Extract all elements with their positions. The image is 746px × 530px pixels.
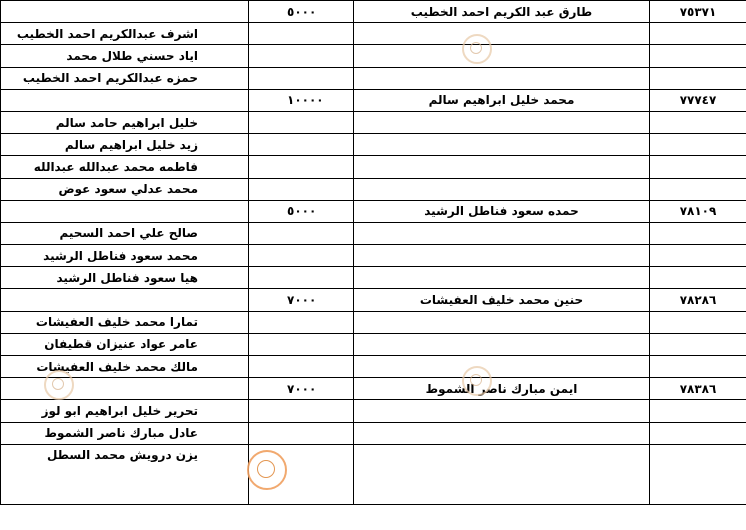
record-number-cell: [650, 311, 746, 333]
table-row: [1, 356, 746, 378]
record-number-cell: ٧٨١٠٩: [650, 200, 746, 222]
amount-cell: ٥٠٠٠: [249, 1, 354, 23]
beneficiary-name-cell: [354, 267, 650, 289]
table-row: [1, 89, 746, 111]
record-number-cell: [650, 444, 746, 504]
table-row: [1, 289, 746, 311]
table-row: [1, 267, 746, 289]
relative-name-cell: مالك محمد خليف العفيشات: [1, 356, 249, 378]
table-row: [1, 400, 746, 422]
beneficiary-name-cell: [354, 67, 650, 89]
relative-name-cell: تمارا محمد خليف العفيشات: [1, 311, 249, 333]
table-row: [1, 23, 746, 45]
beneficiary-name-cell: [354, 444, 650, 504]
table-row: [1, 311, 746, 333]
beneficiary-name-cell: [354, 45, 650, 67]
amount-cell: ٧٠٠٠: [249, 289, 354, 311]
record-number-cell: [650, 333, 746, 355]
relative-name-cell: هيا سعود فناطل الرشيد: [1, 267, 249, 289]
record-number-cell: [650, 267, 746, 289]
record-number-cell: [650, 23, 746, 45]
table-row: [1, 444, 746, 504]
amount-cell: ١٠٠٠٠: [249, 89, 354, 111]
amount-cell: [249, 45, 354, 67]
amount-cell: [249, 245, 354, 267]
amount-cell: [249, 67, 354, 89]
relative-name-cell: عادل مبارك ناصر الشموط: [1, 422, 249, 444]
amount-cell: ٧٠٠٠: [249, 378, 354, 400]
relative-name-cell: [1, 1, 249, 23]
record-number-cell: [650, 156, 746, 178]
table-row: [1, 45, 746, 67]
record-number-cell: [650, 45, 746, 67]
table-row: [1, 178, 746, 200]
record-number-cell: [650, 245, 746, 267]
table-row: [1, 245, 746, 267]
beneficiary-name-cell: طارق عبد الكريم احمد الخطيب: [354, 1, 650, 23]
beneficiary-name-cell: [354, 222, 650, 244]
relative-name-cell: اياد حسني طلال محمد: [1, 45, 249, 67]
record-number-cell: [650, 422, 746, 444]
amount-cell: [249, 400, 354, 422]
amount-cell: [249, 111, 354, 133]
table-row: [1, 333, 746, 355]
relative-name-cell: [1, 89, 249, 111]
record-number-cell: ٧٧٧٤٧: [650, 89, 746, 111]
table-row: [1, 156, 746, 178]
beneficiary-name-cell: محمد خليل ابراهيم سالم: [354, 89, 650, 111]
table-row: [1, 67, 746, 89]
record-number-cell: ٧٥٣٧١: [650, 1, 746, 23]
amount-cell: [249, 356, 354, 378]
amount-cell: [249, 23, 354, 45]
relative-name-cell: [1, 289, 249, 311]
relative-name-cell: يزن درويش محمد السطل: [1, 444, 249, 504]
beneficiary-name-cell: [354, 356, 650, 378]
beneficiary-name-cell: [354, 134, 650, 156]
amount-cell: [249, 222, 354, 244]
table-row: [1, 422, 746, 444]
record-number-cell: ٧٨٣٨٦: [650, 378, 746, 400]
table-row: [1, 1, 746, 23]
record-number-cell: [650, 222, 746, 244]
beneficiary-name-cell: [354, 311, 650, 333]
relative-name-cell: محمد عدلي سعود عوض: [1, 178, 249, 200]
relative-name-cell: حمزه عبدالكريم احمد الخطيب: [1, 67, 249, 89]
relative-name-cell: محمد سعود فناطل الرشيد: [1, 245, 249, 267]
table-row: [1, 378, 746, 400]
record-number-cell: [650, 400, 746, 422]
record-number-cell: [650, 356, 746, 378]
relative-name-cell: [1, 378, 249, 400]
beneficiary-name-cell: [354, 245, 650, 267]
amount-cell: [249, 311, 354, 333]
relative-name-cell: خليل ابراهيم حامد سالم: [1, 111, 249, 133]
amount-cell: [249, 134, 354, 156]
record-number-cell: [650, 178, 746, 200]
beneficiary-name-cell: ايمن مبارك ناصر الشموط: [354, 378, 650, 400]
amount-cell: [249, 422, 354, 444]
record-number-cell: [650, 111, 746, 133]
watermark-seal-icon: [462, 366, 492, 396]
relative-name-cell: تحرير خليل ابراهيم ابو لوز: [1, 400, 249, 422]
beneficiary-name-cell: [354, 111, 650, 133]
record-number-cell: [650, 134, 746, 156]
table-row: [1, 134, 746, 156]
watermark-seal-icon: [44, 370, 74, 400]
amount-cell: ٥٠٠٠: [249, 200, 354, 222]
table-row: [1, 200, 746, 222]
relative-name-cell: [1, 200, 249, 222]
beneficiary-name-cell: [354, 23, 650, 45]
record-number-cell: [650, 67, 746, 89]
relative-name-cell: فاطمه محمد عبدالله عبدالله: [1, 156, 249, 178]
relative-name-cell: اشرف عبدالكريم احمد الخطيب: [1, 23, 249, 45]
amount-cell: [249, 156, 354, 178]
amount-cell: [249, 267, 354, 289]
table-row: [1, 222, 746, 244]
amount-cell: [249, 178, 354, 200]
relative-name-cell: زيد خليل ابراهيم سالم: [1, 134, 249, 156]
beneficiary-name-cell: [354, 156, 650, 178]
beneficiary-name-cell: [354, 422, 650, 444]
table-row: [1, 111, 746, 133]
record-number-cell: ٧٨٢٨٦: [650, 289, 746, 311]
beneficiary-name-cell: حنين محمد خليف العفيشات: [354, 289, 650, 311]
relative-name-cell: عامر عواد عنيزان قطيفان: [1, 333, 249, 355]
watermark-seal-icon: [462, 34, 492, 64]
amount-cell: [249, 333, 354, 355]
beneficiary-name-cell: [354, 400, 650, 422]
beneficiary-name-cell: حمده سعود فناطل الرشيد: [354, 200, 650, 222]
official-seal-icon: [247, 450, 287, 490]
beneficiary-name-cell: [354, 178, 650, 200]
beneficiary-name-cell: [354, 333, 650, 355]
relative-name-cell: صالح علي احمد السحيم: [1, 222, 249, 244]
